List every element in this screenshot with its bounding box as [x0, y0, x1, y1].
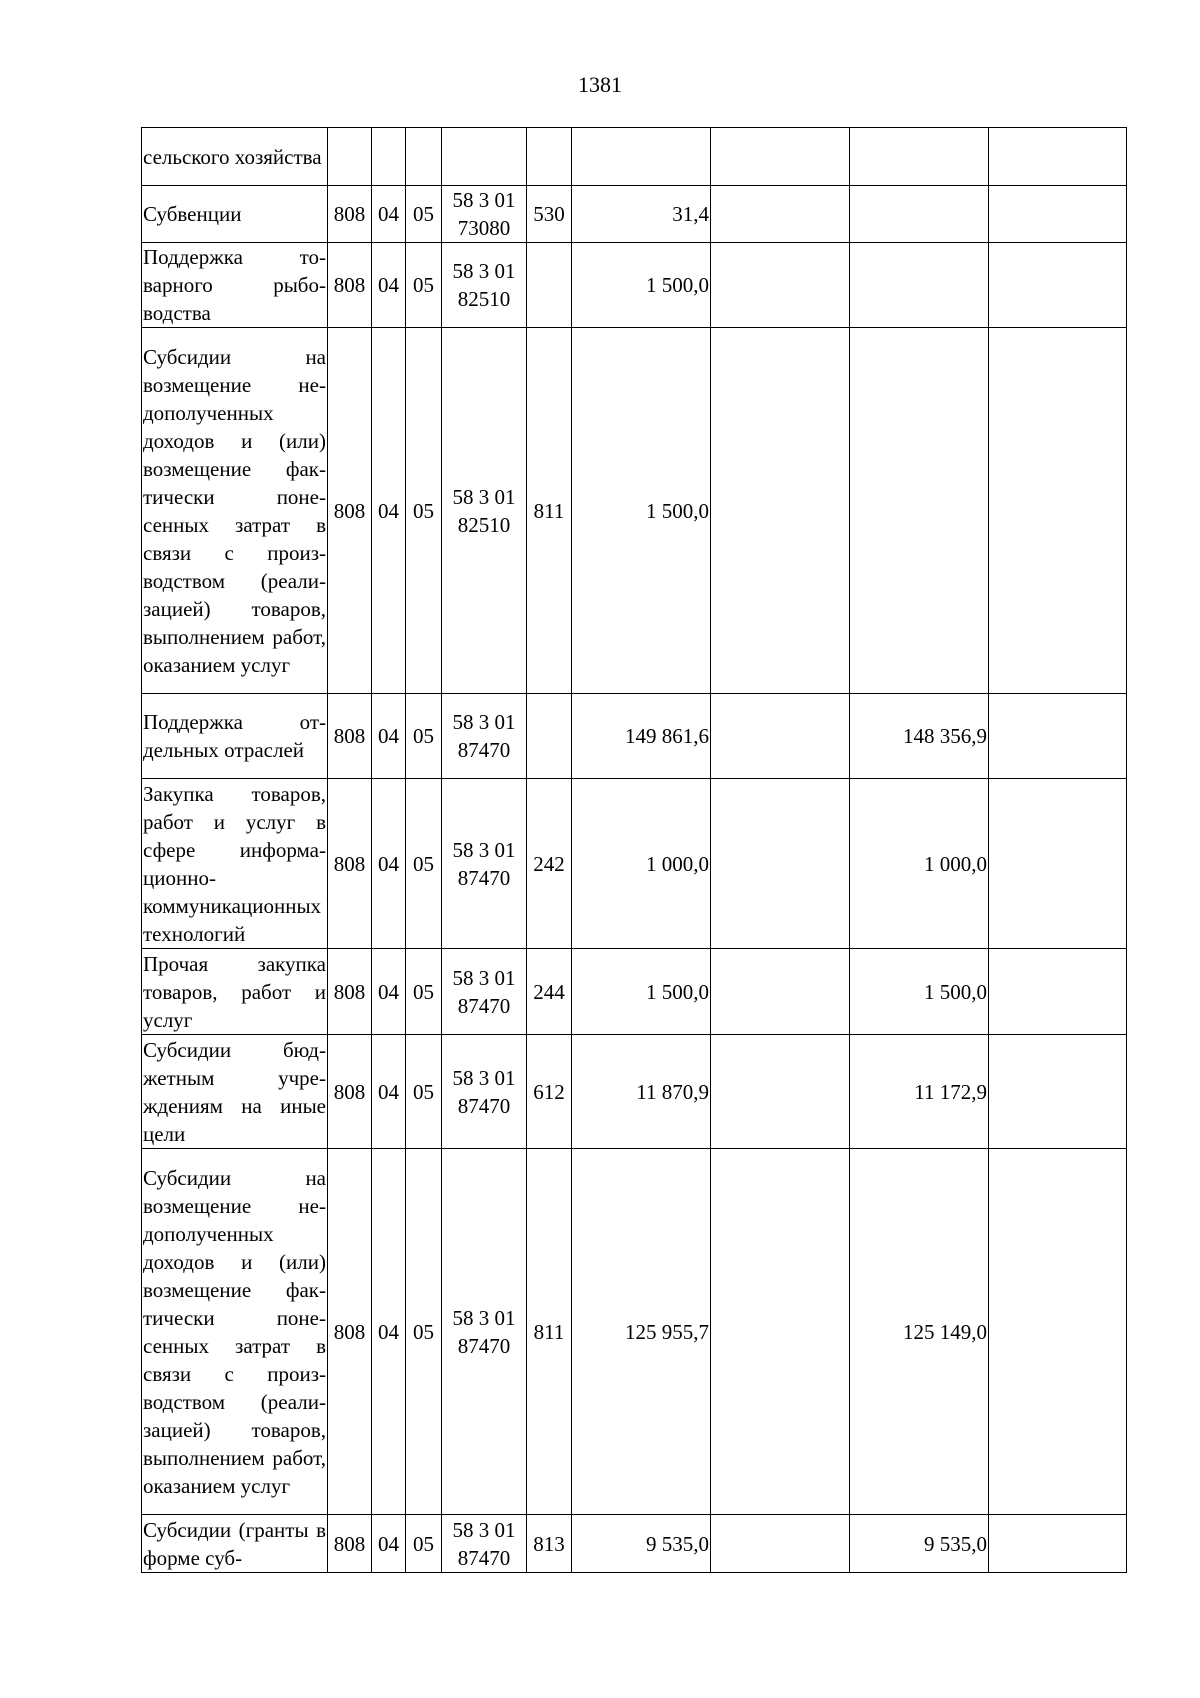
- amount-cell: 125 955,7: [572, 1149, 711, 1515]
- target-article-part2: 87470: [457, 1545, 511, 1570]
- subsection-code: 05: [406, 186, 442, 243]
- table-row: [142, 1149, 1127, 1515]
- target-article: [442, 694, 527, 779]
- item-name: Субсидии бюджетным учреждениям на иные цели: [142, 1035, 328, 1149]
- expense-type-code: [527, 243, 572, 328]
- subsection-code: 05: [406, 1515, 442, 1573]
- expense-type-code: 612: [527, 1035, 572, 1149]
- target-article-part2: 82510: [457, 512, 511, 537]
- item-name: Прочая закупка товаров, работ и услуг: [142, 949, 328, 1035]
- amount-cell: [711, 949, 850, 1035]
- ministry-code: 808: [328, 328, 372, 694]
- amount-cell: [850, 328, 989, 694]
- section-code: 04: [372, 779, 406, 949]
- ministry-code: 808: [328, 949, 372, 1035]
- item-name: Поддержка товарного рыбоводства: [142, 243, 328, 328]
- ministry-code: 808: [328, 779, 372, 949]
- expense-type-code: 811: [527, 1149, 572, 1515]
- amount-cell: [711, 186, 850, 243]
- table-row: [142, 128, 1127, 186]
- amount-cell: 31,4: [572, 186, 711, 243]
- amount-cell: [989, 1515, 1127, 1573]
- amount-cell: [989, 128, 1127, 186]
- amount-cell: [989, 694, 1127, 779]
- amount-cell: [711, 243, 850, 328]
- target-article: [442, 1149, 527, 1515]
- target-article-part1: 58 3 01: [452, 484, 516, 509]
- item-name: Субвенции: [142, 186, 328, 243]
- amount-cell: [989, 1149, 1127, 1515]
- amount-cell: [711, 328, 850, 694]
- expense-type-code: [527, 128, 572, 186]
- amount-cell: [711, 128, 850, 186]
- amount-cell: [850, 186, 989, 243]
- target-article: [442, 1515, 527, 1573]
- amount-cell: 1 500,0: [572, 328, 711, 694]
- ministry-code: 808: [328, 1515, 372, 1573]
- target-article: [442, 186, 527, 243]
- section-code: 04: [372, 186, 406, 243]
- page-number: 1381: [578, 72, 622, 97]
- section-code: 04: [372, 694, 406, 779]
- expense-type-code: 530: [527, 186, 572, 243]
- target-article: [442, 243, 527, 328]
- subsection-code: 05: [406, 694, 442, 779]
- target-article: [442, 779, 527, 949]
- target-article-part1: 58 3 01: [452, 259, 516, 283]
- expense-type-code: 813: [527, 1515, 572, 1573]
- target-article-part1: 58 3 01: [452, 965, 516, 990]
- amount-cell: 1 000,0: [572, 779, 711, 949]
- item-name: Субсидии на возмещение недополученных доходов и (или) возмещение фактически понесенных затрат в связи с производством (реализацией) товаров, выполнением работ, оказанием услуг: [142, 1149, 328, 1515]
- amount-cell: [850, 243, 989, 328]
- target-article-part2: 73080: [457, 216, 511, 240]
- amount-cell: [711, 779, 850, 949]
- amount-cell: 11 870,9: [572, 1035, 711, 1149]
- expense-type-code: 242: [527, 779, 572, 949]
- amount-cell: [989, 779, 1127, 949]
- ministry-code: 808: [328, 694, 372, 779]
- amount-cell: [572, 128, 711, 186]
- amount-cell: [711, 1515, 850, 1573]
- table-row: [142, 243, 1127, 328]
- amount-cell: 9 535,0: [850, 1515, 989, 1573]
- amount-cell: [850, 128, 989, 186]
- expense-type-code: 244: [527, 949, 572, 1035]
- target-article-part1: 58 3 01: [452, 710, 516, 734]
- target-article-part1: 58 3 01: [452, 1065, 516, 1090]
- target-article-part2: 87470: [457, 1093, 511, 1118]
- section-code: 04: [372, 1149, 406, 1515]
- item-name: сельского хозяйства: [142, 128, 328, 186]
- amount-cell: [711, 694, 850, 779]
- subsection-code: 05: [406, 328, 442, 694]
- amount-cell: 1 500,0: [572, 949, 711, 1035]
- table-row: [142, 186, 1127, 243]
- amount-cell: [989, 186, 1127, 243]
- item-name: Поддержка отдельных отраслей: [142, 694, 328, 779]
- amount-cell: 1 000,0: [850, 779, 989, 949]
- subsection-code: 05: [406, 1149, 442, 1515]
- target-article: [442, 328, 527, 694]
- amount-cell: [989, 328, 1127, 694]
- item-name: Субсидии (гранты в форме суб-: [142, 1515, 328, 1573]
- table-row: [142, 1035, 1127, 1149]
- target-article-part2: 82510: [457, 287, 511, 311]
- amount-cell: [989, 1035, 1127, 1149]
- subsection-code: 05: [406, 779, 442, 949]
- amount-cell: [989, 949, 1127, 1035]
- table-row: [142, 779, 1127, 949]
- section-code: [372, 128, 406, 186]
- ministry-code: 808: [328, 1149, 372, 1515]
- target-article: [442, 128, 527, 186]
- amount-cell: 125 149,0: [850, 1149, 989, 1515]
- target-article-part2: 87470: [457, 865, 511, 890]
- amount-cell: 148 356,9: [850, 694, 989, 779]
- target-article-part1: 58 3 01: [452, 188, 516, 212]
- ministry-code: 808: [328, 1035, 372, 1149]
- amount-cell: 9 535,0: [572, 1515, 711, 1573]
- amount-cell: 1 500,0: [572, 243, 711, 328]
- subsection-code: [406, 128, 442, 186]
- item-name: Закупка товаров, работ и услуг в сфере информационно-коммуникационных технологий: [142, 779, 328, 949]
- table-row: [142, 694, 1127, 779]
- expense-type-code: [527, 694, 572, 779]
- section-code: 04: [372, 328, 406, 694]
- ministry-code: [328, 128, 372, 186]
- table-row: [142, 949, 1127, 1035]
- item-name: Субсидии на возмещение недополученных доходов и (или) возмещение фактически понесенных затрат в связи с производством (реализацией) товаров, выполнением работ, оказанием услуг: [142, 328, 328, 694]
- amount-cell: 11 172,9: [850, 1035, 989, 1149]
- subsection-code: 05: [406, 243, 442, 328]
- target-article-part1: 58 3 01: [452, 1517, 516, 1542]
- table-body: [142, 128, 1127, 1573]
- amount-cell: 1 500,0: [850, 949, 989, 1035]
- section-code: 04: [372, 243, 406, 328]
- target-article: [442, 949, 527, 1035]
- amount-cell: [711, 1149, 850, 1515]
- expense-type-code: 811: [527, 328, 572, 694]
- budget-table: [141, 127, 1127, 1573]
- target-article-part2: 87470: [457, 993, 511, 1018]
- section-code: 04: [372, 1515, 406, 1573]
- subsection-code: 05: [406, 1035, 442, 1149]
- subsection-code: 05: [406, 949, 442, 1035]
- ministry-code: 808: [328, 186, 372, 243]
- amount-cell: 149 861,6: [572, 694, 711, 779]
- target-article: [442, 1035, 527, 1149]
- table-row: [142, 1515, 1127, 1573]
- amount-cell: [989, 243, 1127, 328]
- table-row: [142, 328, 1127, 694]
- section-code: 04: [372, 949, 406, 1035]
- target-article-part1: 58 3 01: [452, 1305, 516, 1330]
- section-code: 04: [372, 1035, 406, 1149]
- ministry-code: 808: [328, 243, 372, 328]
- target-article-part2: 87470: [457, 738, 511, 762]
- target-article-part1: 58 3 01: [452, 837, 516, 862]
- target-article-part2: 87470: [457, 1333, 511, 1358]
- amount-cell: [711, 1035, 850, 1149]
